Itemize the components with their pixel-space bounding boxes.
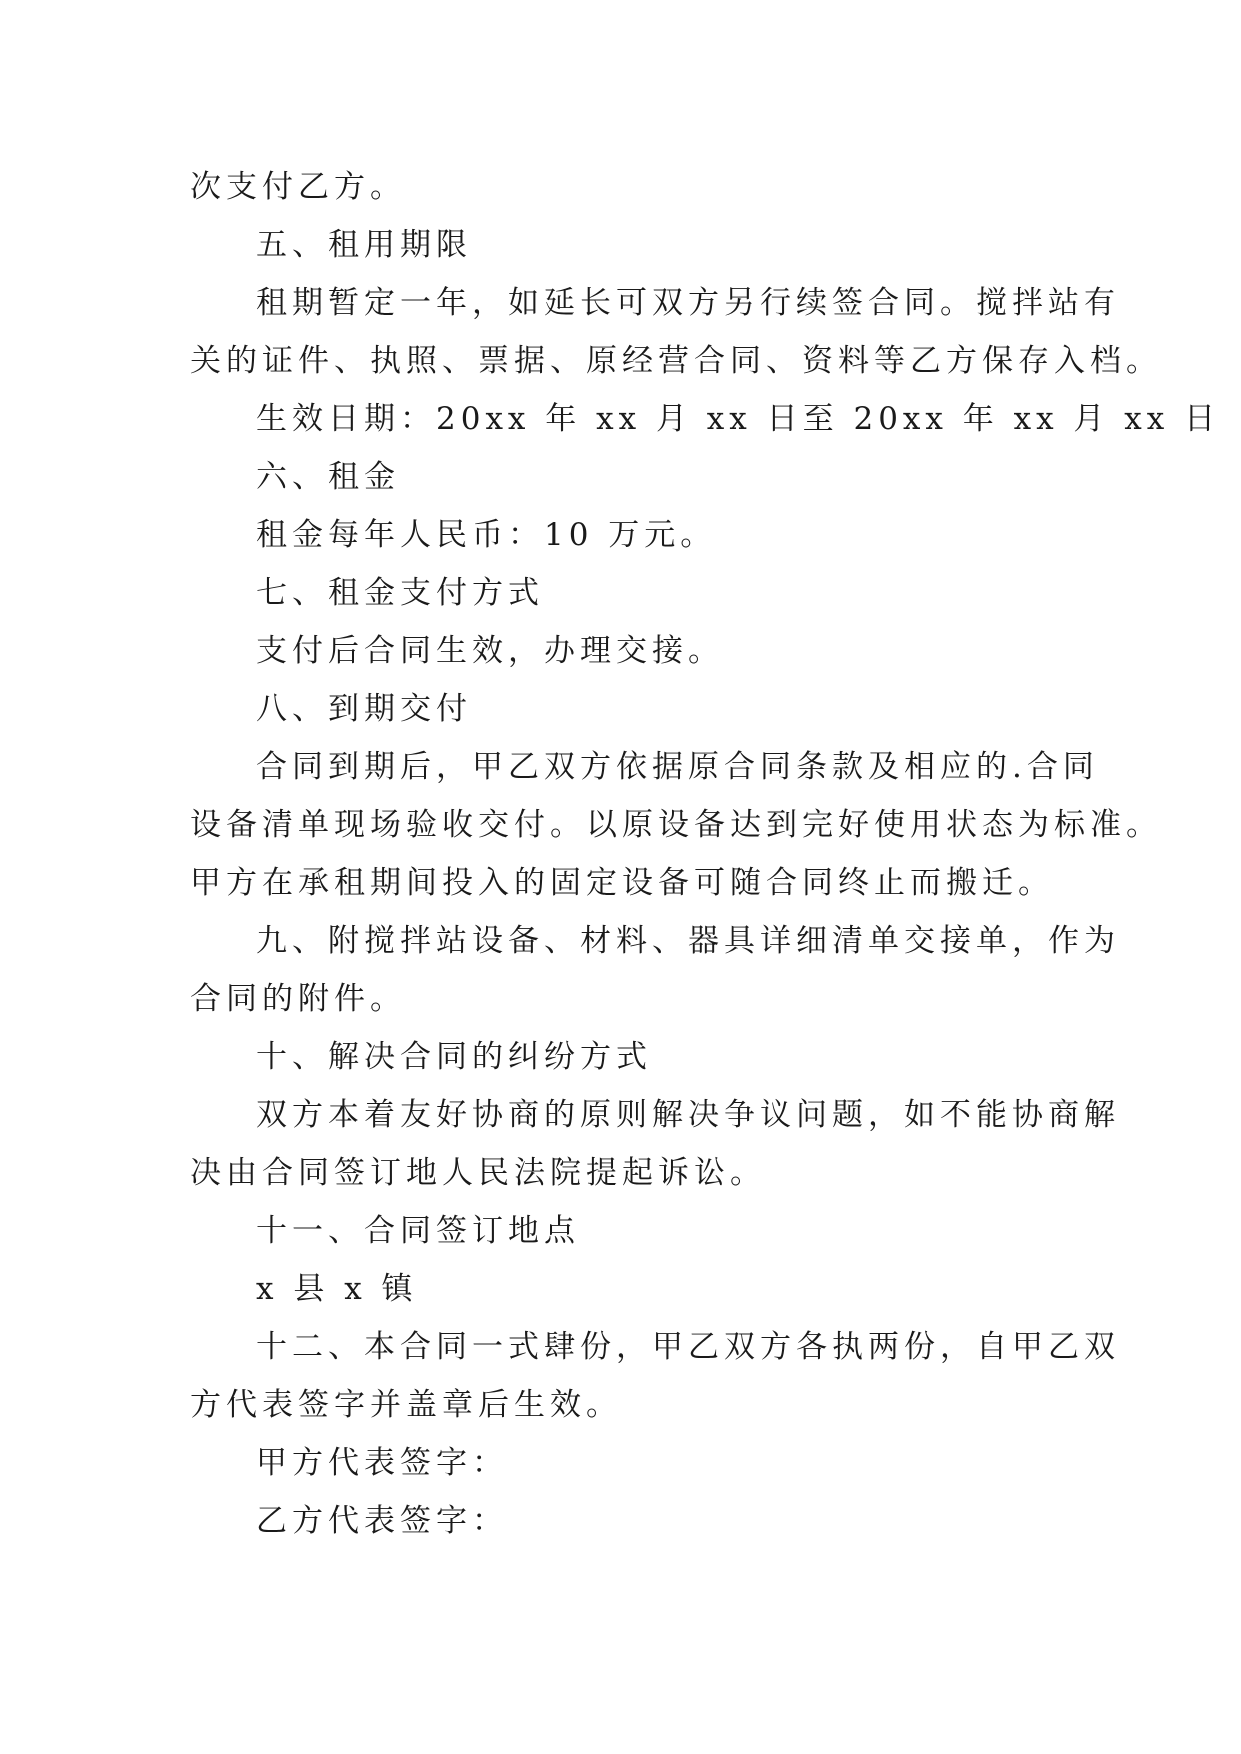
paragraph-line: 甲方在承租期间投入的固定设备可随合同终止而搬迁。 — [190, 865, 1054, 901]
party-b-signature-line: 乙方代表签字： — [256, 1503, 508, 1539]
section-heading-expiry-delivery: 八、到期交付 — [256, 691, 472, 727]
document-body — [190, 158, 1221, 1550]
section-heading-attachment: 九、附搅拌站设备、材料、器具详细清单交接单，作为 — [256, 923, 1120, 959]
paragraph-line: 支付后合同生效，办理交接。 — [256, 633, 724, 669]
paragraph-line: 关的证件、执照、票据、原经营合同、资料等乙方保存入档。 — [190, 343, 1162, 379]
paragraph-line: 合同到期后，甲乙双方依据原合同条款及相应的.合同 — [256, 749, 1099, 785]
paragraph-line: 设备清单现场验收交付。以原设备达到完好使用状态为标准。 — [190, 807, 1162, 843]
paragraph-line: 双方本着友好协商的原则解决争议问题，如不能协商解 — [256, 1097, 1120, 1133]
paragraph-line: 决由合同签订地人民法院提起诉讼。 — [190, 1155, 766, 1191]
section-heading-payment-method: 七、租金支付方式 — [256, 575, 544, 611]
section-heading-lease-term: 五、租用期限 — [256, 227, 472, 263]
section-heading-copies: 十二、本合同一式肆份，甲乙双方各执两份，自甲乙双 — [256, 1329, 1120, 1365]
section-heading-dispute-resolution: 十、解决合同的纠纷方式 — [256, 1039, 652, 1075]
paragraph-continuation: 次支付乙方。 — [190, 169, 406, 205]
effective-date-line: 生效日期：20xx 年 xx 月 xx 日至 20xx 年 xx 月 xx 日 — [256, 401, 1221, 437]
section-heading-rent: 六、租金 — [256, 459, 400, 495]
rent-amount-line: 租金每年人民币：10 万元。 — [256, 517, 717, 553]
party-a-signature-line: 甲方代表签字： — [256, 1445, 508, 1481]
paragraph-line: 租期暂定一年，如延长可双方另行续签合同。搅拌站有 — [256, 285, 1120, 321]
paragraph-line: 方代表签字并盖章后生效。 — [190, 1387, 622, 1423]
paragraph-line: 合同的附件。 — [190, 981, 406, 1017]
section-heading-signing-location: 十一、合同签订地点 — [256, 1213, 580, 1249]
signing-location-line: x 县 x 镇 — [256, 1271, 418, 1307]
